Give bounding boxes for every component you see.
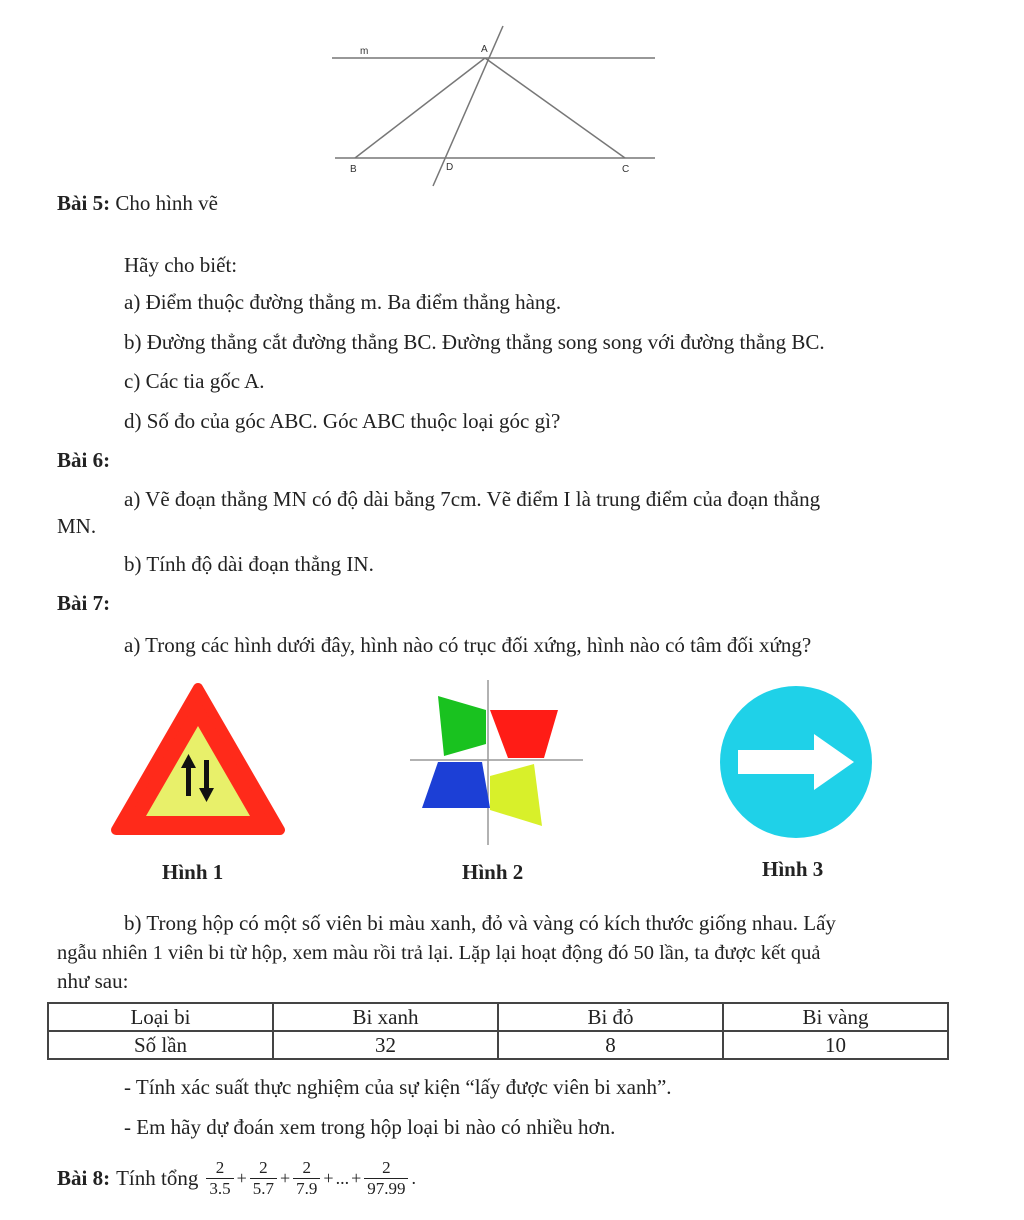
table-header-cell: Bi vàng [723, 1003, 948, 1031]
fraction-numerator: 2 [259, 1157, 268, 1177]
bai7-item-b-line1: b) Trong hộp có một số viên bi màu xanh, đỏ và vàng có kích thước giống nhau. Lấy [124, 911, 836, 935]
bai6-item-b: b) Tính độ dài đoạn thẳng IN. [124, 552, 374, 576]
table-header-row [48, 1003, 948, 1031]
table-cell: 32 [273, 1031, 498, 1059]
green-quadrilateral [438, 696, 486, 756]
bai5-item-a: a) Điểm thuộc đường thẳng m. Ba điểm thẳng hàng. [124, 290, 562, 314]
fraction-denominator: 3.5 [206, 1178, 233, 1199]
table-cell: Số lần [48, 1031, 273, 1059]
figure-3-caption: Hình 3 [762, 857, 824, 881]
red-quadrilateral [490, 710, 558, 758]
fraction-denominator: 97.99 [364, 1178, 408, 1199]
bai5-item-c: c) Các tia gốc A. [124, 369, 265, 393]
bai8-line [57, 1152, 417, 1204]
lime-quadrilateral [490, 764, 542, 826]
ellipsis: ... [335, 1168, 350, 1188]
segment-ac [485, 58, 625, 158]
fraction-2 [250, 1158, 277, 1199]
fraction-1 [206, 1158, 233, 1199]
bai7-item-b-line3: như sau: [57, 969, 129, 993]
table-cell: 8 [498, 1031, 723, 1059]
blue-circle-arrow-right-sign-icon [718, 684, 878, 844]
label-a: A [481, 44, 488, 55]
label-d: D [446, 162, 454, 173]
fraction-4 [364, 1158, 408, 1199]
bai8-title: Bài 8: [57, 1166, 111, 1190]
bai5-item-b: b) Đường thẳng cắt đường thẳng BC. Đường thẳng song song với đường thẳng BC. [124, 330, 825, 354]
fraction-numerator: 2 [215, 1157, 225, 1177]
blue-quadrilateral [422, 762, 490, 808]
marble-results-table [47, 1002, 949, 1060]
bai7-item-b-line2: ngẫu nhiên 1 viên bi từ hộp, xem màu rồi trả lại. Lặp lại hoạt động đó 50 lần, ta được kết quả [57, 942, 821, 964]
fraction-3 [293, 1158, 320, 1199]
fraction-numerator: 2 [382, 1157, 391, 1177]
segment-ab [355, 58, 485, 158]
table-row [48, 1031, 948, 1059]
bai6-title: Bài 6: [57, 448, 111, 472]
figure-2-caption: Hình 2 [462, 860, 524, 884]
bai7-item-a: a) Trong các hình dưới đây, hình nào có trục đối xứng, hình nào có tâm đối xứng? [124, 633, 812, 657]
arrow-up-shaft [186, 764, 191, 796]
bai5-title: Bài 5: [57, 191, 111, 215]
label-c: C [622, 164, 630, 175]
fraction-numerator: 2 [302, 1157, 312, 1177]
bai6-item-a-line2: MN. [57, 514, 97, 538]
bai5-heading [57, 190, 218, 216]
plus-sign: + [236, 1168, 247, 1188]
bai7-task-2: - Em hãy dự đoán xem trong hộp loại bi nào có nhiều hơn. [124, 1115, 616, 1139]
figure-1-caption: Hình 1 [162, 860, 224, 884]
table-header-cell: Bi xanh [273, 1003, 498, 1031]
label-b: B [350, 164, 357, 175]
pinwheel-quadrilaterals-icon [408, 680, 588, 850]
bai5-intro: Cho hình vẽ [115, 191, 219, 215]
bai8-intro: Tính tổng [116, 1166, 199, 1190]
geometry-figure [320, 20, 670, 190]
plus-sign: + [323, 1168, 334, 1188]
warning-two-way-traffic-sign-icon [108, 682, 288, 842]
table-header-cell: Loại bi [48, 1003, 273, 1031]
arrow-down-shaft [204, 760, 209, 792]
bai7-title: Bài 7: [57, 591, 111, 615]
bai5-item-d: d) Số đo của góc ABC. Góc ABC thuộc loại góc gì? [124, 409, 561, 433]
bai6-item-a-line1: a) Vẽ đoạn thẳng MN có độ dài bằng 7cm. Vẽ điểm I là trung điểm của đoạn thẳng [124, 487, 821, 511]
line-ad [433, 26, 503, 186]
label-m: m [360, 46, 369, 57]
plus-sign: + [351, 1168, 362, 1188]
table-cell: 10 [723, 1031, 948, 1059]
fraction-denominator: 7.9 [293, 1178, 320, 1199]
bai5-prompt: Hãy cho biết: [124, 253, 238, 277]
bai7-task-1: - Tính xác suất thực nghiệm của sự kiện “lấy được viên bi xanh”. [124, 1075, 672, 1099]
plus-sign: + [280, 1168, 291, 1188]
end-period: . [411, 1168, 416, 1188]
fraction-denominator: 5.7 [250, 1178, 277, 1199]
table-header-cell: Bi đỏ [498, 1003, 723, 1031]
